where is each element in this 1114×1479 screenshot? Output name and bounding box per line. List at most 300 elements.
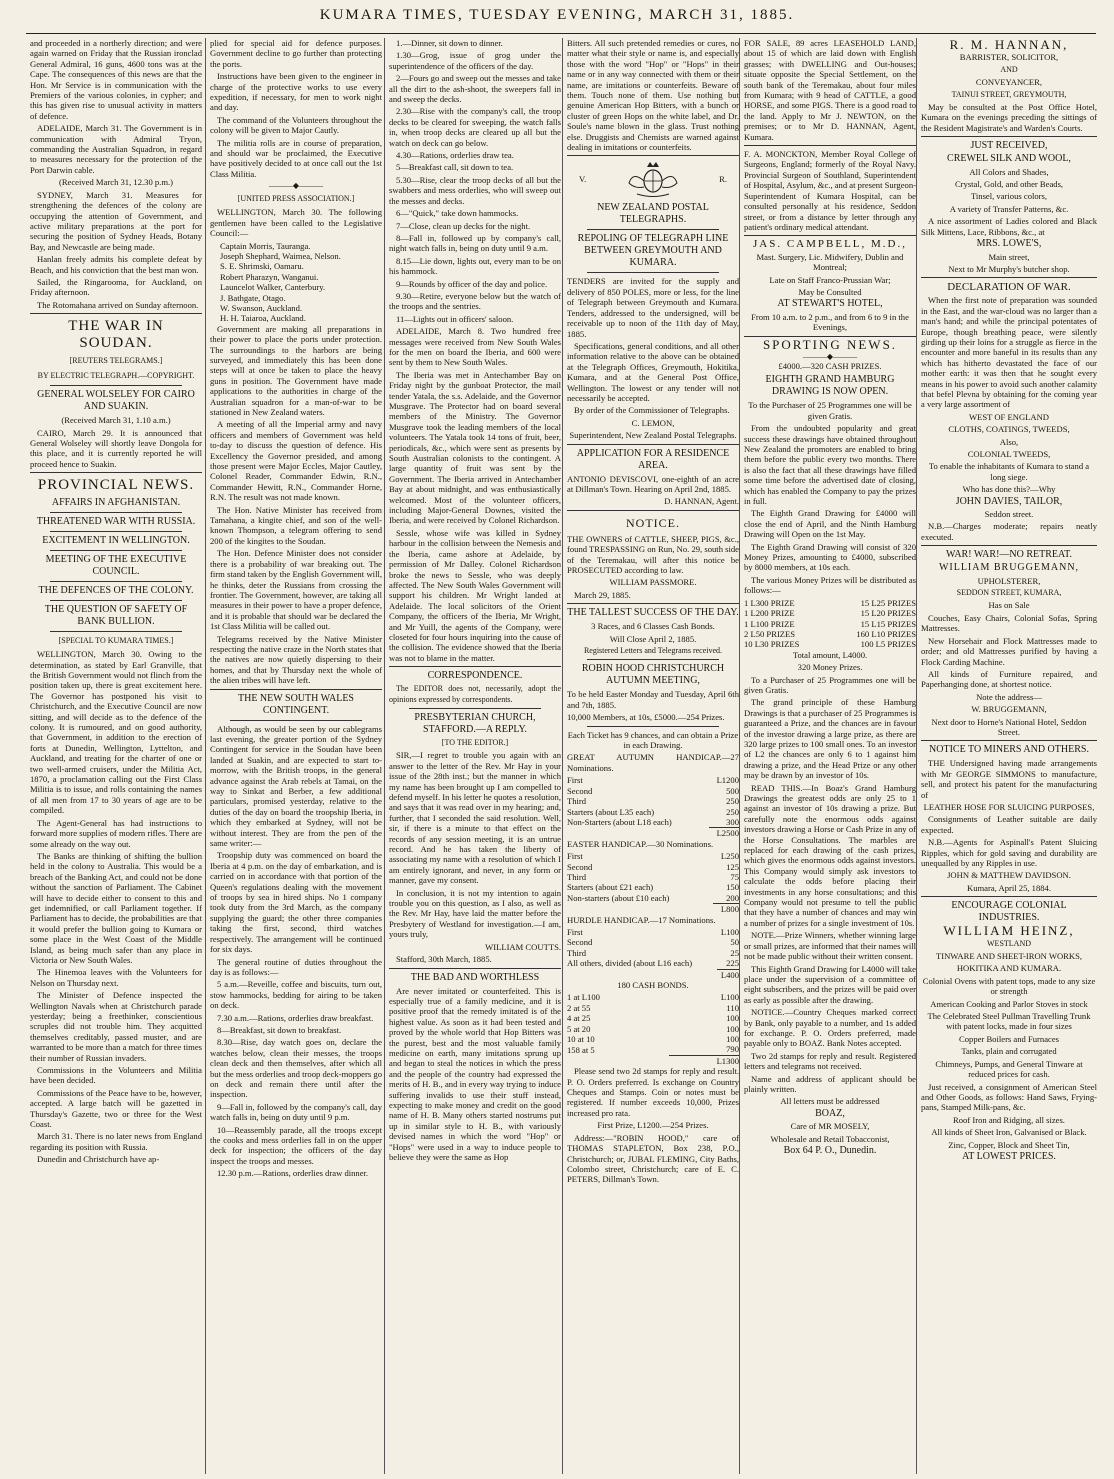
table-row	[567, 817, 739, 828]
table-cell: 10 at 10	[567, 1034, 595, 1045]
advertisement-text: A variety of Transfer Patterns, &c.	[949, 203, 1069, 214]
advertisement-text: UPHOLSTERER,	[977, 575, 1041, 586]
signature: WILLIAM COUTTS.	[485, 941, 561, 952]
table-cell: Third	[567, 871, 587, 882]
advertisement-text: BOAZ,	[815, 1107, 845, 1119]
headline: THE WAR IN SOUDAN.	[68, 318, 164, 352]
article-text: Please send two 2d stamps for reply and result. P. O. Orders preferred. Is exchange on Country Cheques and Stamps. Coin or notes must be registered. If number exceeds 10,000, Prizes increased pro rata.	[567, 1066, 739, 1118]
table-row	[567, 1034, 739, 1044]
table-cell: 4 at 25	[567, 1013, 591, 1024]
advertisement-text: American Cooking and Parlor Stoves in stock	[930, 998, 1088, 1009]
advertisement-text: From the undoubted popularity and great success these drawings have obtained throughout New Zealand the promoters are enabled to bring them before the public every two months. There is also the fact that all these drawings have filled some time before the advertised date of closing, which has enabled the Company to pay the prizes in full.	[744, 423, 916, 507]
advertisement-text: NOTE.—Prize Winners, whether winning large or small prizes, are informed that their names will not be made public without their written consent.	[744, 930, 916, 962]
article-text: 5—Breakfast call, sit down to tea.	[396, 162, 514, 173]
table-row	[567, 948, 739, 958]
divider	[210, 689, 382, 690]
article-text: 8—Fall in, followed up by company's call, night watch falls in, being on duty until 9 a.m.	[389, 232, 561, 254]
article-text: Will Close April 2, 1885.	[609, 633, 697, 644]
column-1	[30, 38, 202, 1474]
advertisement-text: A nice assortment of Ladies colored and Black Silk Mittens, Lace, Ribbons, &c., at	[921, 216, 1097, 237]
table-cell: L100	[720, 926, 739, 937]
advertisement-text: Who has done this?—Why	[962, 484, 1056, 495]
ornament-divider: ———◆———	[268, 181, 324, 191]
article-text: Government are making all preparations in their power to place the ports under protection. The surroundings to the harbors are being surveyed, and immediately this has been done steps will at once be taken to place the heavy guns in position. The Government have made applications to the authorities in charge of the Australian squadron for a man-of-war to be stationed in New Zealand waters.	[210, 323, 382, 417]
table-cell: 250	[726, 806, 739, 817]
article-text: Commissions in the Volunteers and Militia have been decided.	[30, 1065, 202, 1086]
table-row	[567, 927, 739, 937]
advertisement-text: HOKITIKA AND KUMARA.	[956, 963, 1062, 974]
article-text: 5 a.m.—Reveille, coffee and biscuits, turn out, stow hammocks, bedding for airing to be taken on deck.	[210, 979, 382, 1011]
article-text: Each Ticket has 9 chances, and can obtain a Prize in each Drawing.	[567, 729, 739, 751]
headline: THE BAD AND WORTHLESS	[410, 971, 540, 983]
article-text: THE OWNERS of CATTLE, SHEEP, PIGS, &c., found TRESPASSING on Run, No. 29, south side of the Teremakau, will after this notice be PROSECUTED according to law.	[567, 533, 739, 575]
advertisement-text: Tinsel, various colors,	[970, 191, 1048, 202]
table-cell: Starters (about L35 each)	[567, 806, 655, 817]
table-cell: 1 at L100	[567, 992, 600, 1003]
table-cell: 150	[726, 882, 739, 893]
table-row	[744, 619, 916, 629]
headline: DECLARATION OF WAR.	[947, 281, 1071, 294]
headline: CORRESPONDENCE.	[427, 670, 523, 682]
article-text: Although, as would be seen by our cablegrams last evening, the greater portion of the Sydney Contingent for service in the Soudan have been landed at Suakin, and are expected to start to-morrow, with the British troops, in the general advance against the Arab rebels at Tamai, on the way to Sinkat and Berber, a few additional particulars, promised yesterday, relative to the duties of the day on board the troopship Iberia, in which they embarked at Sydney, will not be without interest. They are from the pen of the same writer:—	[210, 723, 382, 849]
table-cell: 200	[726, 892, 739, 903]
table-cell: 500	[726, 785, 739, 796]
divider	[921, 277, 1097, 278]
article-text: Specifications, general conditions, and all other information relative to the above can be obtained at the Telegraph Offices, Greymouth, Hokitika, Kumara, and at the General Post Office, Wellington. The lowest or any tender will not necessarily be accepted.	[567, 340, 739, 403]
advertisement-text: Name and address of applicant should be plainly written.	[744, 1073, 916, 1094]
article-text: Sailed, the Ringarooma, for Auckland, on Friday afternoon.	[30, 276, 202, 298]
table-cell: 15 L15 PRIZES	[860, 618, 916, 629]
table-row	[744, 598, 916, 608]
advertiser-name: R. M. HANNAN,	[949, 38, 1069, 52]
divider	[921, 740, 1097, 741]
article-text: ADELAIDE, March 8. Two hundred free messages were received from New South Wales for the men on board the Iberia, and 600 were sent by them to New South Wales.	[389, 326, 561, 368]
table-cell: 160 L10 PRIZES	[856, 628, 916, 639]
table-cell: 1 L200 PRIZE	[744, 608, 795, 619]
divider	[30, 313, 202, 314]
headline: NOTICE TO MINERS AND OTHERS.	[929, 744, 1089, 756]
subhead: GREAT AUTUMN HANDICAP.—27 Nominations.	[567, 752, 739, 773]
table-total: L1300	[669, 1055, 739, 1066]
column-rule	[562, 38, 563, 1474]
advertisement-text: Box 64 P. O., Dunedin.	[783, 1145, 877, 1156]
article-text: A meeting of all the Imperial army and navy officers and members of Government was held to-day to discuss the question of defence. His Excellency the Governor presided, and among those present were Major Eccles, Major Cautley, Colonel Reader, Commander Edwin, R.N., Commander Hewitt, R.N., Commander Horne, R.N. The result was not made known.	[210, 419, 382, 503]
table-cell: 75	[730, 871, 739, 882]
article-text: The Hon. Defence Minister does not consider there is a probability of war breaking out. The firm stand taken by the English Government will, he thinks, deter the Russians from crossing the frontier. The Government, however, are taking all measures in their power to have a proper defence, and it is probable that should war be declared the 1st Class Militia will be called out.	[210, 548, 382, 632]
advertisement-text: BARRISTER, SOLICITOR,	[959, 52, 1059, 63]
article-text: plied for special aid for defence purposes. Government decline to go further than protecting the ports.	[210, 38, 382, 69]
advertiser-name: WILLIAM HEINZ,	[943, 923, 1075, 939]
list-item: W. Swanson, Auckland.	[220, 302, 303, 313]
advertisement-text: All kinds of Sheet Iron, Galvanised or Black.	[931, 1127, 1087, 1138]
article-text: Instructions have been given to the engineer in charge of the protective works to use every expedition, if necessary, for men to work night and day.	[210, 71, 382, 113]
table-cell: 100 L5 PRIZES	[860, 639, 916, 650]
article-text: Telegrams received by the Native Minister respecting the native craze in the North states that the natives are now quietly dispersing to their homes, and that by Thursday next the whole of the alien tribes will have left.	[210, 633, 382, 686]
headline: NEW ZEALAND POSTAL TELEGRAPHS.	[597, 202, 709, 226]
table-cell: 15 L25 PRIZES	[860, 597, 916, 608]
advertisement-text: CONVEYANCER,	[975, 77, 1043, 88]
advertisement-text: To enable the inhabitants of Kumara to stand a long siege.	[928, 461, 1090, 482]
advertiser-name: SPORTING NEWS.	[762, 336, 898, 352]
divider	[567, 510, 739, 511]
list-item: J. Bathgate, Otago.	[220, 292, 286, 303]
advertisement-text: F. A. MONCKTON, Member Royal College of Surgeons, England; formerly of the Royal Navy. Provincial Surgeon of Southland, Superintendent of Hospital, Asylum, &c., and at present Surgeon-Superintendent of Kumara Hospital, can be consulted personally at his residence, Seddon street, or from a distance by letter through any patient's ordinary medical attendant.	[744, 149, 916, 232]
advertisement-text: MRS. LOWE'S,	[976, 238, 1042, 250]
article-text: TENDERS are invited for the supply and delivery of 850 POLES, more or less, for the line of Telegraph between Greymouth and Kumara. Tenders, addressed to the undersigned, will be receivable up to noon of the 11th day of May, 1885.	[567, 276, 739, 339]
article-text: Stafford, 30th March, 1885.	[396, 954, 492, 965]
divider	[744, 235, 916, 236]
advertisement-text: To a Purchaser of 25 Programmes one will be given Gratis.	[744, 674, 916, 695]
names-list	[210, 241, 382, 324]
article-text: Are never imitated or counterfeited. This is especially true of a family medicine, and it is positive proof that the remedy imitated is of the highest value. As soon as it had been tested and proved by the whole world that Hop Bitters was the purest, best and the most valuable family medicine on earth, many imitations sprung up and began to steal the notices in which the press and the people of the country had expressed the merits of H. B., and in every way trying to induce suffering invalids to use their stuff instead, expecting to make money and credit on the good name of H. B. Many others started nostrums put up in similar style to H. B., with variously devised names in which the word "Hop" or "Hops" were used in a way to induce people to believe they were the same as Hop	[389, 985, 561, 1162]
table-cell: First	[567, 926, 583, 937]
divider	[587, 659, 719, 660]
article-text: The Banks are thinking of shifting the bullion held in the colony to Australia. This would be a breach of the Banking Act, and could not be done without the sanction of Parliament. The Cabinet will have to decide either to consent to this and get indemnified, or call Parliament together. If Parliament has to decide, the probabilities are that it would prefer the bullion going to Kumara or some place in the West Coast of the Middle Island, as being much safer than any place in Victoria or New South Wales.	[30, 850, 202, 965]
divider	[50, 512, 182, 513]
advertisement-text: FOR SALE, 89 acres LEASEHOLD LAND, about 15 of which are laid down with English grasses; with DWELLING and Out-houses; situate opposite the Special Settlement, on the south bank of the Teremakau, about four miles from Kumara; with 9 head of CATTLE, a good HORSE, and some PIGS. There is a good road to the land. Apply to Mr J. NEWTON, on the premises; or to Mr D. HANNAN, Agent, Kumara.	[744, 38, 916, 142]
article-text: 8.30—Rise, day watch goes on, declare the watches below, clean their messes, the troops clean deck and then themselves, after which all but the mess orderlies and troop deck-moppers go on deck and remain there until after the inspection.	[210, 1037, 382, 1100]
ornament-divider: ———◆———	[802, 351, 858, 361]
article-text: 9.30—Retire, everyone below but the watch of the troops and the sentries.	[389, 290, 561, 312]
column-rule	[384, 38, 385, 1474]
article-text: Dunedin and Christchurch have ap-	[37, 1154, 160, 1165]
article-text: Registered Letters and Telegrams received.	[583, 646, 723, 656]
advertisement-text: LEATHER HOSE FOR SLUICING PURPOSES,	[923, 801, 1095, 812]
article-text: [TO THE EDITOR.]	[441, 737, 509, 747]
table-row	[567, 862, 739, 872]
headline: JUST RECEIVED,	[970, 140, 1048, 152]
table-row	[567, 828, 739, 839]
subhead: EASTER HANDICAP.—30 Nominations.	[567, 838, 714, 849]
table-cell: 225	[726, 958, 739, 969]
divider	[921, 136, 1097, 137]
advertisement-text: NOTICE.—Country Cheques marked correct by Bank, only payable to a number, and 1s added for exchange. P. O. Orders preferred, made payable only to BOAZ. Bank Notes accepted.	[744, 1007, 916, 1049]
article-text: ADELAIDE, March 31. The Government is in communication with Admiral Tryon, commanding the Australian Squadron, in regard to measures necessary for the protection of the Port Darwin cable.	[30, 123, 202, 175]
article-text: 6—"Quick," take down hammocks.	[396, 208, 519, 219]
royal-crest	[567, 159, 739, 199]
column-5	[744, 38, 916, 1474]
divider	[50, 631, 182, 632]
table-row	[567, 1044, 739, 1055]
list-item: Captain Morris, Tauranga.	[220, 240, 311, 251]
headline: REPOLING OF TELEGRAPH LINE BETWEEN GREYMOUTH AND KUMARA.	[577, 233, 729, 269]
article-text: The Iberia was met in Antechamber Bay on Friday night by the gunboat Protector, the mail tender Yatala, the s.s. Adelaide, and the Governor Musgrave. The Protector had on board several members of the Ministry. The Governor Musgrave took the leading members of the local volunteers. The Yatala took 14 tons of fruit, beer, periodicals, &c., which were sent as presents by South Australian colonists to the contingent. A large quantity of fruit was sent by the Government. The Iberia arrived in Antechamber Bay at about midnight, and was enthusiastically welcomed. Most of the volunteer officers, including Major-General Downes, visited the Iberia, and were received by Colonel Richardson.	[389, 369, 561, 526]
table-row	[567, 992, 739, 1002]
advertisement-text: From 10 a.m. to 2 p.m., and from 6 to 9 in the Evenings,	[751, 311, 909, 333]
subhead: BY ELECTRIC TELEGRAPH.—COPYRIGHT.	[37, 371, 195, 381]
prize-table	[567, 775, 739, 838]
article-text: 9—Rounds by officer of the day and police.	[396, 278, 548, 289]
advertisement-text: Couches, Easy Chairs, Colonial Sofas, Spring Mattresses.	[921, 612, 1097, 634]
table-cell: 158 at 5	[567, 1044, 595, 1055]
table-cell: 100	[726, 1013, 739, 1024]
divider	[567, 155, 739, 156]
headline: EIGHTH GRAND HAMBURG DRAWING IS NOW OPEN.	[765, 374, 895, 398]
table-cell: Second	[567, 937, 593, 948]
subhead: THE QUESTION OF SAFETY OF BANK BULLION.	[44, 604, 188, 628]
advertisement-text: Next door to Horne's National Hotel, Seddon Street.	[931, 716, 1087, 737]
divider	[50, 531, 182, 532]
advertisement-text: To the Purchaser of 25 Programmes one will be given Gratis.	[748, 400, 912, 421]
table-row	[567, 796, 739, 806]
divider	[50, 550, 182, 551]
divider	[389, 666, 561, 667]
table-total: L2500	[709, 828, 739, 839]
headline: THE TALLEST SUCCESS OF THE DAY.	[567, 607, 739, 619]
table-cell: 125	[726, 861, 739, 872]
article-text: and proceeded in a northerly direction; and were again warned on Friday that the Russian ironclad General Admiral, 16 guns, 4600 tons was at the Cape. The consequences of this news are that the Hon. Mr Service is in communication with the Premiers of the various colonies, in cypher; and this has given rise to unusual activity in matters of defence.	[30, 38, 202, 121]
list-item: Joseph Shephard, Waimea, Nelson.	[220, 250, 341, 261]
prize-table	[744, 598, 916, 650]
table-row	[567, 937, 739, 947]
divider	[230, 720, 362, 721]
advertisement-text: Main street,	[988, 251, 1030, 262]
table-row	[567, 775, 739, 785]
article-text: 2—Fours go and sweep out the messes and take all the dirt to the ash-shoot, the sweepers fall in and sweep the decks.	[389, 73, 561, 105]
article-text: Address:—"ROBIN HOOD," care of THOMAS STAPLETON, Box 238, P.O., Christchurch; or, JUBAL FLEMING, City Baths, Colombo street, Christchurch; care of E. C. PETERS, Dillman's Town.	[567, 1132, 739, 1185]
table-cell: 25	[730, 947, 739, 958]
prize-table	[567, 851, 739, 914]
table-cell: Non-starters (about £10 each)	[567, 893, 670, 903]
advertisement-text: Colonial Ovens with patent tops, made to any size or strength	[922, 975, 1096, 997]
table-cell: All others, divided (about L16 each)	[567, 958, 693, 969]
article-text: (Received March 31, 12.30 p.m.)	[58, 177, 174, 188]
table-cell: 100	[726, 1023, 739, 1034]
crest-icon	[623, 159, 683, 199]
article-text: 8.15—Lie down, lights out, every man to be on his hammock.	[389, 255, 561, 277]
article-text: The Rotomahana arrived on Sunday afternoon.	[37, 299, 199, 310]
article-text: The general routine of duties throughout the day is as follows:—	[210, 956, 382, 977]
table-cell: 100	[726, 1034, 739, 1045]
article-text: 3 Races, and 6 Classes Cash Bonds.	[591, 621, 715, 632]
table-cell: L250	[720, 851, 739, 862]
divider	[50, 385, 182, 386]
advertisement-text: Copper Boilers and Furnaces	[959, 1033, 1059, 1044]
table-cell: First	[567, 775, 583, 786]
table-cell: Third	[567, 947, 587, 958]
article-text: 8—Breakfast, sit down to breakfast.	[217, 1024, 342, 1035]
subhead: [SPECIAL TO KUMARA TIMES.]	[58, 636, 174, 646]
article-text: 1.—Dinner, sit down to dinner.	[396, 38, 503, 48]
subhead: THREATENED WAR WITH RUSSIA.	[36, 516, 196, 528]
article-text: Commissions of the Peace have to be, however, accepted. A large batch will be gazetted in Thursday's Gazette, two or three for the West Coast.	[30, 1087, 202, 1130]
advertisement-text: The Celebrated Steel Pullman Travelling Trunk with patent locks, made in four sizes	[927, 1011, 1091, 1032]
column-3	[389, 38, 561, 1474]
advertisement-text: May be Consulted	[798, 286, 862, 297]
advertisement-text: W. BRUGGEMANN,	[971, 704, 1047, 715]
article-text: 7.30 a.m.—Rations, orderlies draw breakfast.	[217, 1012, 374, 1023]
advertisement-text: £4000.—320 CASH PRIZES.	[778, 360, 882, 371]
advertisement-text: Crystal, Gold, and other Beads,	[954, 179, 1064, 190]
article-text: Hanlan freely admits his complete defeat by Beach, and his conviction that the best man won.	[30, 254, 202, 275]
advertisement-text: Two 2d stamps for reply and result. Registered letters and telegrams not received.	[744, 1050, 916, 1072]
table-row	[567, 807, 739, 817]
table-cell: 1 L300 PRIZE	[744, 597, 795, 608]
table-cell: Starters (about £21 each)	[567, 882, 654, 893]
table-row	[567, 969, 739, 980]
table-row	[567, 851, 739, 861]
headline: PROVINCIAL NEWS.	[37, 477, 195, 494]
advertisement-text: Seddon street.	[984, 509, 1034, 520]
headline: NOTICE.	[626, 515, 680, 530]
column-2	[210, 38, 382, 1474]
table-cell: 50	[730, 937, 739, 948]
article-text: 11—Lights out in officers' saloon.	[396, 313, 514, 324]
article-text: The command of the Volunteers throughout the colony will be given to Major Cautly.	[210, 114, 382, 136]
advertisement-text: TINWARE AND SHEET-IRON WORKS,	[935, 951, 1083, 962]
advertisement-text: All Colors and Shades,	[969, 166, 1049, 177]
advertisement-text: Has on Sale	[988, 600, 1030, 611]
article-text: 5.30—Rise, clear the troop decks of all but the swabbers and mess orderlies, who will sweep out the messes and decks.	[389, 174, 561, 206]
advertisement-text: This Eighth Grand Drawing for L4000 will take place under the supervision of a committee of eight subscribers, and the prizes will be paid over as early as possible after the drawing.	[744, 963, 916, 1005]
signature: D. HANNAN, Agent.	[664, 496, 739, 507]
advertisement-text: Mast. Surgery, Lic. Midwifery, Dublin and Montreal;	[756, 251, 904, 273]
divider	[389, 968, 561, 969]
article-text: SIR,—I regret to trouble you again with an answer to the letter of the Rev. Mr Hay in your issue of the 28th inst.; but the manner in which my name has been brought up I am compelled to defend myself. In his letter he quotes a resolution, and says that it was read over in my hearing; and, further, that I seconded the said resolution. Well, sir, if there is a minute to that effect on the records of any session meeting, it is an untrue record. And he has taken the liberty of associating my name with a resolution of which I am entirely ignorant, and never, in any form or manner, gave my consent.	[389, 750, 561, 886]
table-cell: 790	[726, 1044, 739, 1055]
advertisement-text: Note the address—	[976, 691, 1042, 702]
subhead: HURDLE HANDICAP.—17 Nominations.	[567, 914, 716, 925]
article-text: 1.30—Grog, issue of grog under the superintendence of the officers of the day.	[389, 50, 561, 71]
article-text: 10—Reassembly parade, all the troops except the cooks and mess orderlies fall in on the upper deck for inspection; the officers of the day inspect the troops and messes.	[210, 1124, 382, 1166]
article-text: WELLINGTON, March 30. Owing to the determination, as stated by Earl Granville, that the British Government would not flinch from the position taken up, there is great excitement here. The Governor has postponed his visit to Christchurch, and the Executive Council are now sitting, and will decide as to the defence of the colony. It is rumoured, and on good authority, that Government, in addition to the erection of forts at Dunedin, Wellington, Lyttelton, and Auckland, and treating for the charter of one or two well-armed cruisers, under the Militia Act, 1870, a proclamation calling out the First Class Militia is to issue, and rolls containing the names of all men from 17 to 30 years of age are to be compiled.	[30, 649, 202, 816]
article-text: SYDNEY, March 31. Measures for strengthening the defences of the colony are occupying the attention of Government, and active military preparations at the port for securing the position of Sydney Heads, Botany Bay, and Newcastle are being made.	[30, 189, 202, 252]
article-text: WELLINGTON, March 30. The following gentlemen have been called to the Legislative Council:—	[210, 207, 382, 239]
masthead: KUMARA TIMES, TUESDAY EVENING, MARCH 31, 1885.	[319, 7, 795, 23]
advertisement-text: AND	[1000, 64, 1018, 74]
subhead: 180 CASH BONDS.	[617, 980, 689, 990]
advertisement-text: Chimneys, Pumps, and General Tinware at reduced prices for cash.	[935, 1058, 1083, 1080]
table-cell: 1 L100 PRIZE	[744, 618, 795, 629]
advertisement-text: Care of MR MOSELY,	[790, 1121, 870, 1132]
advertisement-text: TAINUI STREET, GREYMOUTH,	[951, 89, 1067, 99]
article-text: 10,000 Members, at 10s, £5000.—254 Prizes.	[567, 712, 725, 723]
headline: ROBIN HOOD CHRISTCHURCH AUTUMN MEETING,	[581, 663, 725, 687]
table-cell: 250	[726, 796, 739, 807]
prize-table	[567, 992, 739, 1066]
divider	[567, 444, 739, 445]
table-cell: L100	[720, 992, 739, 1003]
advertisement-text: The various Money Prizes will be distributed as follows:—	[744, 574, 916, 596]
table-row	[567, 786, 739, 796]
article-text: The Hinemoa leaves with the Volunteers for Nelson on Thursday next.	[30, 967, 202, 988]
table-row	[567, 872, 739, 882]
table-row	[567, 1003, 739, 1013]
divider	[50, 600, 182, 601]
advertisement-text: New Horsehair and Flock Mattresses made to order; and old Mattresses purified by having a Flock Carding Machine.	[921, 635, 1097, 667]
advertisement-text: Consignments of Leather suitable are daily expected.	[921, 814, 1097, 835]
table-cell: Second	[567, 861, 593, 872]
advertisement-text: All kinds of Furniture repaired, and Paperhanging done, at shortest notice.	[921, 668, 1097, 690]
table-row	[567, 882, 739, 892]
headline: ENCOURAGE COLONIAL INDUSTRIES.	[951, 900, 1067, 924]
table-row	[567, 1024, 739, 1034]
article-text: 4.30—Rations, orderlies draw tea.	[396, 150, 514, 161]
advertisement-text: Wholesale and Retail Tobacconist,	[770, 1133, 890, 1144]
advertisement-text: COLONIAL TWEEDS,	[967, 449, 1051, 459]
article-text: To be held Easter Monday and Tuesday, April 6th and 7th, 1885.	[567, 689, 739, 710]
article-text: The militia rolls are in course of preparation, and should war be proclaimed, the Executive have positively decided to at once call out the 1st Class Militia.	[210, 137, 382, 179]
table-cell: 2 L50 PRIZES	[744, 628, 796, 639]
article-text: 9—Fall in, followed by the company's call, day watch falls in, being on duty until 9 p.m.	[210, 1101, 382, 1123]
advertisement-text: Just received, a consignment of American Steel and Other Goods, as follows: Hand Saws, Frying-pans, Stamped Milk-pans, &c.	[921, 1081, 1097, 1113]
list-item: Launcelot Walker, Canterbury.	[220, 282, 326, 293]
subhead: AFFAIRS IN AFGHANISTAN.	[51, 497, 181, 509]
table-cell: 110	[726, 1002, 739, 1013]
divider	[587, 726, 719, 727]
divider	[567, 603, 739, 604]
article-text: The Agent-General has had instructions to forward more supplies of modern rifles. There are some already on the way out.	[30, 817, 202, 849]
article-text: March 31. There is no later news from England regarding its position with Russia.	[30, 1131, 202, 1152]
subhead: [REUTERS TELEGRAMS.]	[69, 356, 163, 366]
article-text: Sessle, whose wife was killed in Sydney harbour in the collision between the Nemesis and the Iberia, came ashore at Adelaide, by permission of Mr Dalley. Colonel Richardson broke the news to Sessle, who was deeply affected. The New South Wales Government will support his children. Mr Wright landed at Adelaide. The local solicitors of the Orient Company, the officers of the Iberia, Mr Wright, and Mr Yuill, the agents of the Company, were closeted for four hours inquiring into the cause of the collision. The evidence showed that the Iberia was not to blame in the matter.	[389, 527, 561, 663]
table-total: L400	[717, 969, 739, 980]
article-text: Bitters. All such pretended remedies or cures, no matter what their style or name is, and especially those with the word "Hop" or "Hops" in their name or in any way connected with them or their name, are imitations or counterfeits. Beware of them. Touch none of them. Use nothing but genuine American Hop Bitters, with a bunch or cluster of green Hops on the white label, and Dr. Soule's name blown in the glass. Trust nothing else. Druggists and Chemists are warned against dealing in imitations or counterfeits.	[567, 38, 739, 153]
article-text: March 29, 1885.	[574, 589, 631, 600]
advertisement-text: Next to Mr Murphy's butcher shop.	[948, 263, 1070, 274]
advertisement-text: CLOTHS, COATINGS, TWEEDS,	[948, 424, 1070, 435]
column-rule	[205, 38, 206, 1474]
article-text: CAIRO, March 29. It is announced that General Wolseley will shortly leave Dongola for this place, and it is currently reported he will proceed hence to Suakin.	[30, 427, 202, 469]
advertiser-name: JAS. CAMPBELL, M.D.,	[753, 238, 907, 251]
advertisement-text: May be consulted at the Post Office Hotel, Kumara on the evenings preceding the sittings of the Resident Magistrate's and Warden's Courts.	[921, 102, 1097, 133]
subhead: MEETING OF THE EXECUTIVE COUNCIL.	[45, 554, 187, 578]
article-text: Troopship duty was commenced on board the Iberia at 4 p.m. on the day of embarkation, and is carried on in accordance with that portion of the Queen's regulations dealing with the movement of troops by sea in hired ships. No 1 company took duty from the 3rd March, as the company supplying the guard; the other three companies taking the first, second, third watches respectively. The arrangement will be continued for six days.	[210, 850, 382, 955]
headline: WAR! WAR!—NO RETREAT.	[945, 549, 1072, 561]
divider	[409, 708, 541, 709]
subhead: [UNITED PRESS ASSOCIATION.]	[237, 194, 355, 204]
table-row	[567, 1055, 739, 1066]
advertisement-text: When the first note of preparation was sounded in the East, and the war-cloud was no larger than a man's hand; and while the principal potentates of Europe, though breathing peace, were silently girding up their loins for a struggle as fierce in the encounter and more baneful in its results than any which has hitherto devastated the face of our mother earth: it was then that he sought every means in his power to avoid such another calamity that befel Plevna by obtaining for the coming year a very large assortment of	[921, 295, 1097, 410]
signature: C. LEMON,	[631, 417, 675, 428]
article-text: 12.30 p.m.—Rations, orderlies draw dinner.	[217, 1168, 369, 1179]
advertisement-text: N.B.—Charges moderate; repairs neatly executed.	[921, 521, 1097, 542]
table-row	[744, 629, 916, 639]
column-4	[567, 38, 739, 1474]
editor-note: The EDITOR does not, necessarily, adopt the opinions expressed by correspondents.	[389, 684, 561, 704]
advertisement-text: Total amount, L4000.	[792, 649, 868, 660]
advertisement-text: Kumara, April 25, 1884.	[966, 882, 1051, 893]
table-row	[567, 893, 739, 904]
advertisement-text: The Eighth Grand Drawing will consist of 320 Money Prizes, amounting to £4000, subscribed by 8000 members, at 10s each.	[744, 541, 916, 573]
crest-letter: V.	[579, 174, 587, 185]
subhead: EXCITEMENT IN WELLINGTON.	[42, 535, 190, 547]
advertisement-text: SEDDON STREET, KUMARA,	[956, 588, 1062, 598]
advertiser-name: WILLIAM BRUGGEMANN,	[938, 562, 1080, 574]
advertisement-text: All letters must be addressed	[780, 1096, 880, 1107]
advertisement-text: THE Undersigned having made arrangements with Mr GEORGE SIMMONS to manufacture, sell, and protect his patent for the manufacturing of	[921, 758, 1097, 800]
table-row	[567, 1013, 739, 1023]
table-cell: 15 L20 PRIZES	[860, 608, 916, 619]
list-item: Robert Pharazyn, Wanganui.	[220, 271, 319, 282]
divider	[921, 545, 1097, 546]
advertisement-text: The grand principle of these Hamburg Drawings is that a purchaser of 25 Programmes is guaranteed a Prize, and the chances are in favour of the investor drawing a large prize, as there are 320 large prizes to 100 small ones. To an investor of L2 the chances are only 6 to 1 against him drawing a prize, and the Head Prize or any other may be drawn by an investor of 10s.	[744, 697, 916, 781]
table-total: L800	[713, 904, 739, 915]
article-text: (Received March 31, 1.10 a.m.)	[61, 415, 171, 426]
table-cell: Non-Starters (about L18 each)	[567, 817, 672, 828]
advertisement-text: WEST OF ENGLAND	[968, 411, 1050, 422]
advertisement-text: AT STEWART'S HOTEL,	[777, 298, 883, 310]
advertisement-text: The Eighth Grand Drawing for £4000 will close the end of April, and the Ninth Hamburg Drawing will Open on the 1st May.	[744, 508, 916, 540]
advertisement-text: N.B.—Agents for Aspinall's Patent Sluicing Ripples, which for gold saving and durability are unequalled by any Ripples in use.	[921, 837, 1097, 868]
list-item: S. E. Shrimski, Oamaru.	[220, 261, 304, 272]
advertisement-text: Roof Iron and Ridging, all sizes.	[953, 1114, 1065, 1125]
table-row	[567, 958, 739, 969]
advertisement-text: READ THIS.—In Boaz's Grand Hamburg Drawings the greatest odds are only 25 to 1 against an investor of 10s drawing a prize. But carefully note the enormous odds against investors drawing a Horse or Cash Prize in any of the Horse Consultations. The marbles are replaced for each drawing of the cash prizes, which gives the enormous odds against investors. This Company would simply ask investors to calculate the odds before placing their investments in any horse consultations; and this Company would not presume to tell the public that they have a number of chances and may win a number of prizes for a single investment of 10s.	[744, 782, 916, 928]
headline: GENERAL WOLSELEY FOR CAIRO AND SUAKIN.	[37, 389, 195, 413]
advertisement-text: Zinc, Copper, Block and Sheet Tin,	[948, 1139, 1070, 1150]
table-row	[744, 608, 916, 618]
